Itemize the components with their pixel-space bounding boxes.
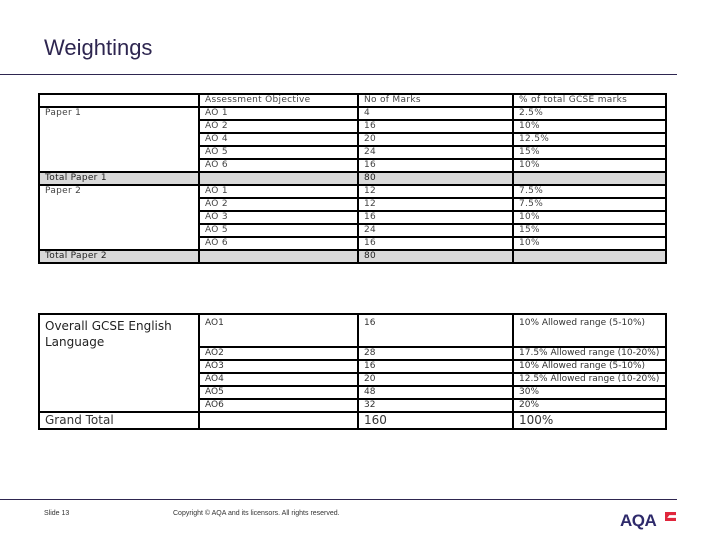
total-marks: 80 <box>358 172 513 185</box>
percent-cell: 12.5% Allowed range (10-20%) <box>513 373 666 386</box>
marks-cell: 16 <box>358 237 513 250</box>
ao-cell: AO2 <box>199 347 358 360</box>
percent-cell: 2.5% <box>513 107 666 120</box>
marks-cell: 16 <box>358 120 513 133</box>
grand-total-label: Grand Total <box>39 412 199 429</box>
ao-cell: AO5 <box>199 386 358 399</box>
marks-cell: 4 <box>358 107 513 120</box>
marks-cell: 16 <box>358 314 513 347</box>
percent-cell: 30% <box>513 386 666 399</box>
header-cell <box>39 94 199 107</box>
aqa-logo: AQA <box>620 511 657 530</box>
percent-cell: 7.5% <box>513 198 666 211</box>
marks-cell: 20 <box>358 133 513 146</box>
marks-cell: 16 <box>358 360 513 373</box>
ao-cell: AO3 <box>199 360 358 373</box>
total-row <box>39 250 666 263</box>
ao-cell: AO4 <box>199 373 358 386</box>
marks-cell: 24 <box>358 146 513 159</box>
percent-cell: 10% <box>513 120 666 133</box>
footer-divider <box>0 499 677 500</box>
paper-label: Paper 1 <box>39 107 199 172</box>
percent-cell: 7.5% <box>513 185 666 198</box>
percent-cell: 10% Allowed range (5-10%) <box>513 314 666 347</box>
ao-cell: AO 6 <box>199 237 358 250</box>
aqa-logo-mark-icon <box>665 512 676 521</box>
table-row <box>39 185 666 198</box>
percent-cell: 12.5% <box>513 133 666 146</box>
ao-cell: AO 5 <box>199 146 358 159</box>
marks-cell: 28 <box>358 347 513 360</box>
grand-total-row <box>39 412 666 429</box>
table-header-row <box>39 94 666 107</box>
percent-cell: 15% <box>513 146 666 159</box>
empty-cell <box>513 172 666 185</box>
percent-cell: 17.5% Allowed range (10-20%) <box>513 347 666 360</box>
paper-weightings-table <box>38 93 667 264</box>
ao-cell: AO 1 <box>199 107 358 120</box>
overall-label: Overall GCSE English Language <box>39 314 199 412</box>
grand-total-marks: 160 <box>358 412 513 429</box>
ao-cell: AO1 <box>199 314 358 347</box>
ao-cell: AO 4 <box>199 133 358 146</box>
percent-cell: 10% Allowed range (5-10%) <box>513 360 666 373</box>
ao-cell: AO 2 <box>199 120 358 133</box>
marks-cell: 32 <box>358 399 513 412</box>
empty-cell <box>513 250 666 263</box>
header-cell: % of total GCSE marks <box>513 94 666 107</box>
marks-cell: 16 <box>358 159 513 172</box>
marks-cell: 12 <box>358 185 513 198</box>
empty-cell <box>199 250 358 263</box>
percent-cell: 10% <box>513 237 666 250</box>
total-label: Total Paper 2 <box>39 250 199 263</box>
copyright: Copyright © AQA and its licensors. All rights reserved. <box>173 510 340 517</box>
empty-cell <box>199 412 358 429</box>
ao-cell: AO6 <box>199 399 358 412</box>
ao-cell: AO 6 <box>199 159 358 172</box>
ao-cell: AO 3 <box>199 211 358 224</box>
paper-label: Paper 2 <box>39 185 199 250</box>
marks-cell: 16 <box>358 211 513 224</box>
total-row <box>39 172 666 185</box>
table-row <box>39 314 666 347</box>
marks-cell: 12 <box>358 198 513 211</box>
title-divider <box>0 74 677 75</box>
grand-total-percent: 100% <box>513 412 666 429</box>
header-cell: Assessment Objective <box>199 94 358 107</box>
marks-cell: 48 <box>358 386 513 399</box>
ao-cell: AO 1 <box>199 185 358 198</box>
ao-cell: AO 5 <box>199 224 358 237</box>
ao-cell: AO 2 <box>199 198 358 211</box>
marks-cell: 20 <box>358 373 513 386</box>
page-title: Weightings <box>44 35 153 60</box>
header-cell: No of Marks <box>358 94 513 107</box>
percent-cell: 20% <box>513 399 666 412</box>
total-marks: 80 <box>358 250 513 263</box>
table-row <box>39 107 666 120</box>
overall-weightings-table <box>38 313 667 430</box>
percent-cell: 10% <box>513 211 666 224</box>
marks-cell: 24 <box>358 224 513 237</box>
percent-cell: 10% <box>513 159 666 172</box>
slide-number: Slide 13 <box>44 510 70 517</box>
percent-cell: 15% <box>513 224 666 237</box>
total-label: Total Paper 1 <box>39 172 199 185</box>
empty-cell <box>199 172 358 185</box>
